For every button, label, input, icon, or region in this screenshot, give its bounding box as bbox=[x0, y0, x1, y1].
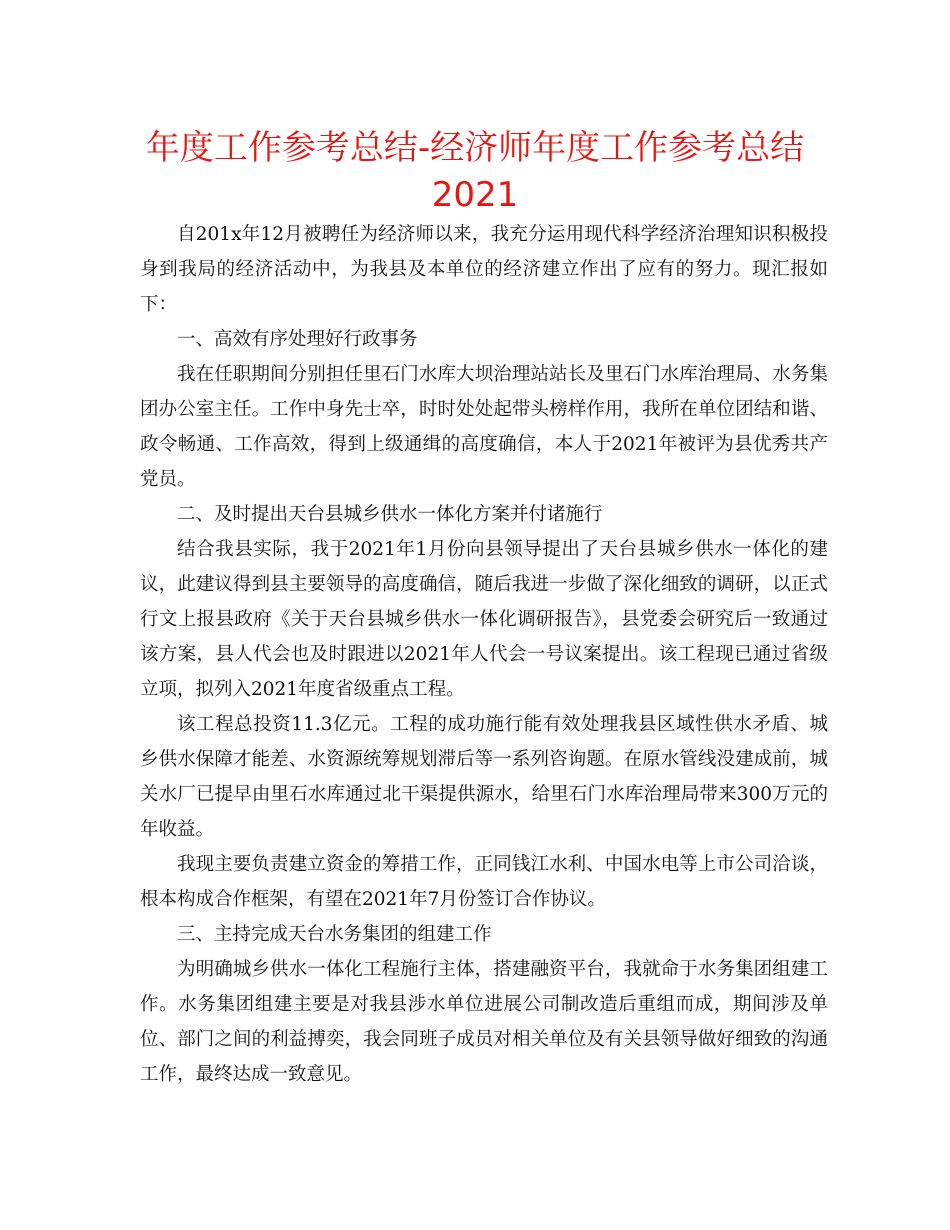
document-body bbox=[140, 217, 828, 1092]
document-title-line2: 2021 bbox=[431, 175, 519, 215]
paragraph: 结合我县实际，我于2021年1月份向县领导提出了天台县城乡供水一体化的建议，此建议得到县主要领导的高度确信，随后我进一步做了深化细致的调研，以正式行文上报县政府《关于天台县城乡供水一体化调研报告》，县党委会研究后一致通过该方案，县人代会也及时跟进以2021年人代会一号议案提出。该工程现已通过省级立项，拟列入2021年度省级重点工程。 bbox=[140, 539, 828, 700]
section-heading-2: 二、及时提出天台县城乡供水一体化方案并付诸施行 bbox=[177, 504, 603, 525]
paragraph-intro: 自201x年12月被聘任为经济师以来，我充分运用现代科学经济治理知识积极投身到我局的经济活动中，为我县及本单位的经济建立作出了应有的努力。现汇报如下： bbox=[140, 224, 828, 315]
paragraph: 为明确城乡供水一体化工程施行主体，搭建融资平台，我就命于水务集团组建工作。水务集团组建主要是对我县涉水单位进展公司制改造后重组而成，期间涉及单位、部门之间的利益搏奕，我会同班子成员对相关单位及有关县领导做好细致的沟通工作，最终达成一致意见。 bbox=[140, 959, 828, 1085]
paragraph: 我现主要负责建立资金的筹措工作，正同钱江水利、中国水电等上市公司洽谈，根本构成合作框架，有望在2021年7月份签订合作协议。 bbox=[140, 854, 828, 910]
paragraph: 我在任职期间分别担任里石门水库大坝治理站站长及里石门水库治理局、水务集团办公室主任。工作中身先士卒，时时处处起带头榜样作用，我所在单位团结和谐、政令畅通、工作高效，得到上级通缉的高度确信，本人于2021年被评为县优秀共产党员。 bbox=[140, 364, 828, 490]
document-title-line1: 年度工作参考总结-经济师年度工作参考总结 bbox=[145, 128, 805, 168]
section-heading-3: 三、主持完成天台水务集团的组建工作 bbox=[177, 924, 492, 945]
section-heading-1: 一、高效有序处理好行政事务 bbox=[177, 329, 418, 350]
paragraph: 该工程总投资11.3亿元。工程的成功施行能有效处理我县区域性供水矛盾、城乡供水保障才能差、水资源统筹规划滞后等一系列咨询题。在原水管线没建成前，城关水厂已提早由里石水库通过北干渠提供源水，给里石门水库治理局带来300万元的年收益。 bbox=[140, 714, 828, 840]
